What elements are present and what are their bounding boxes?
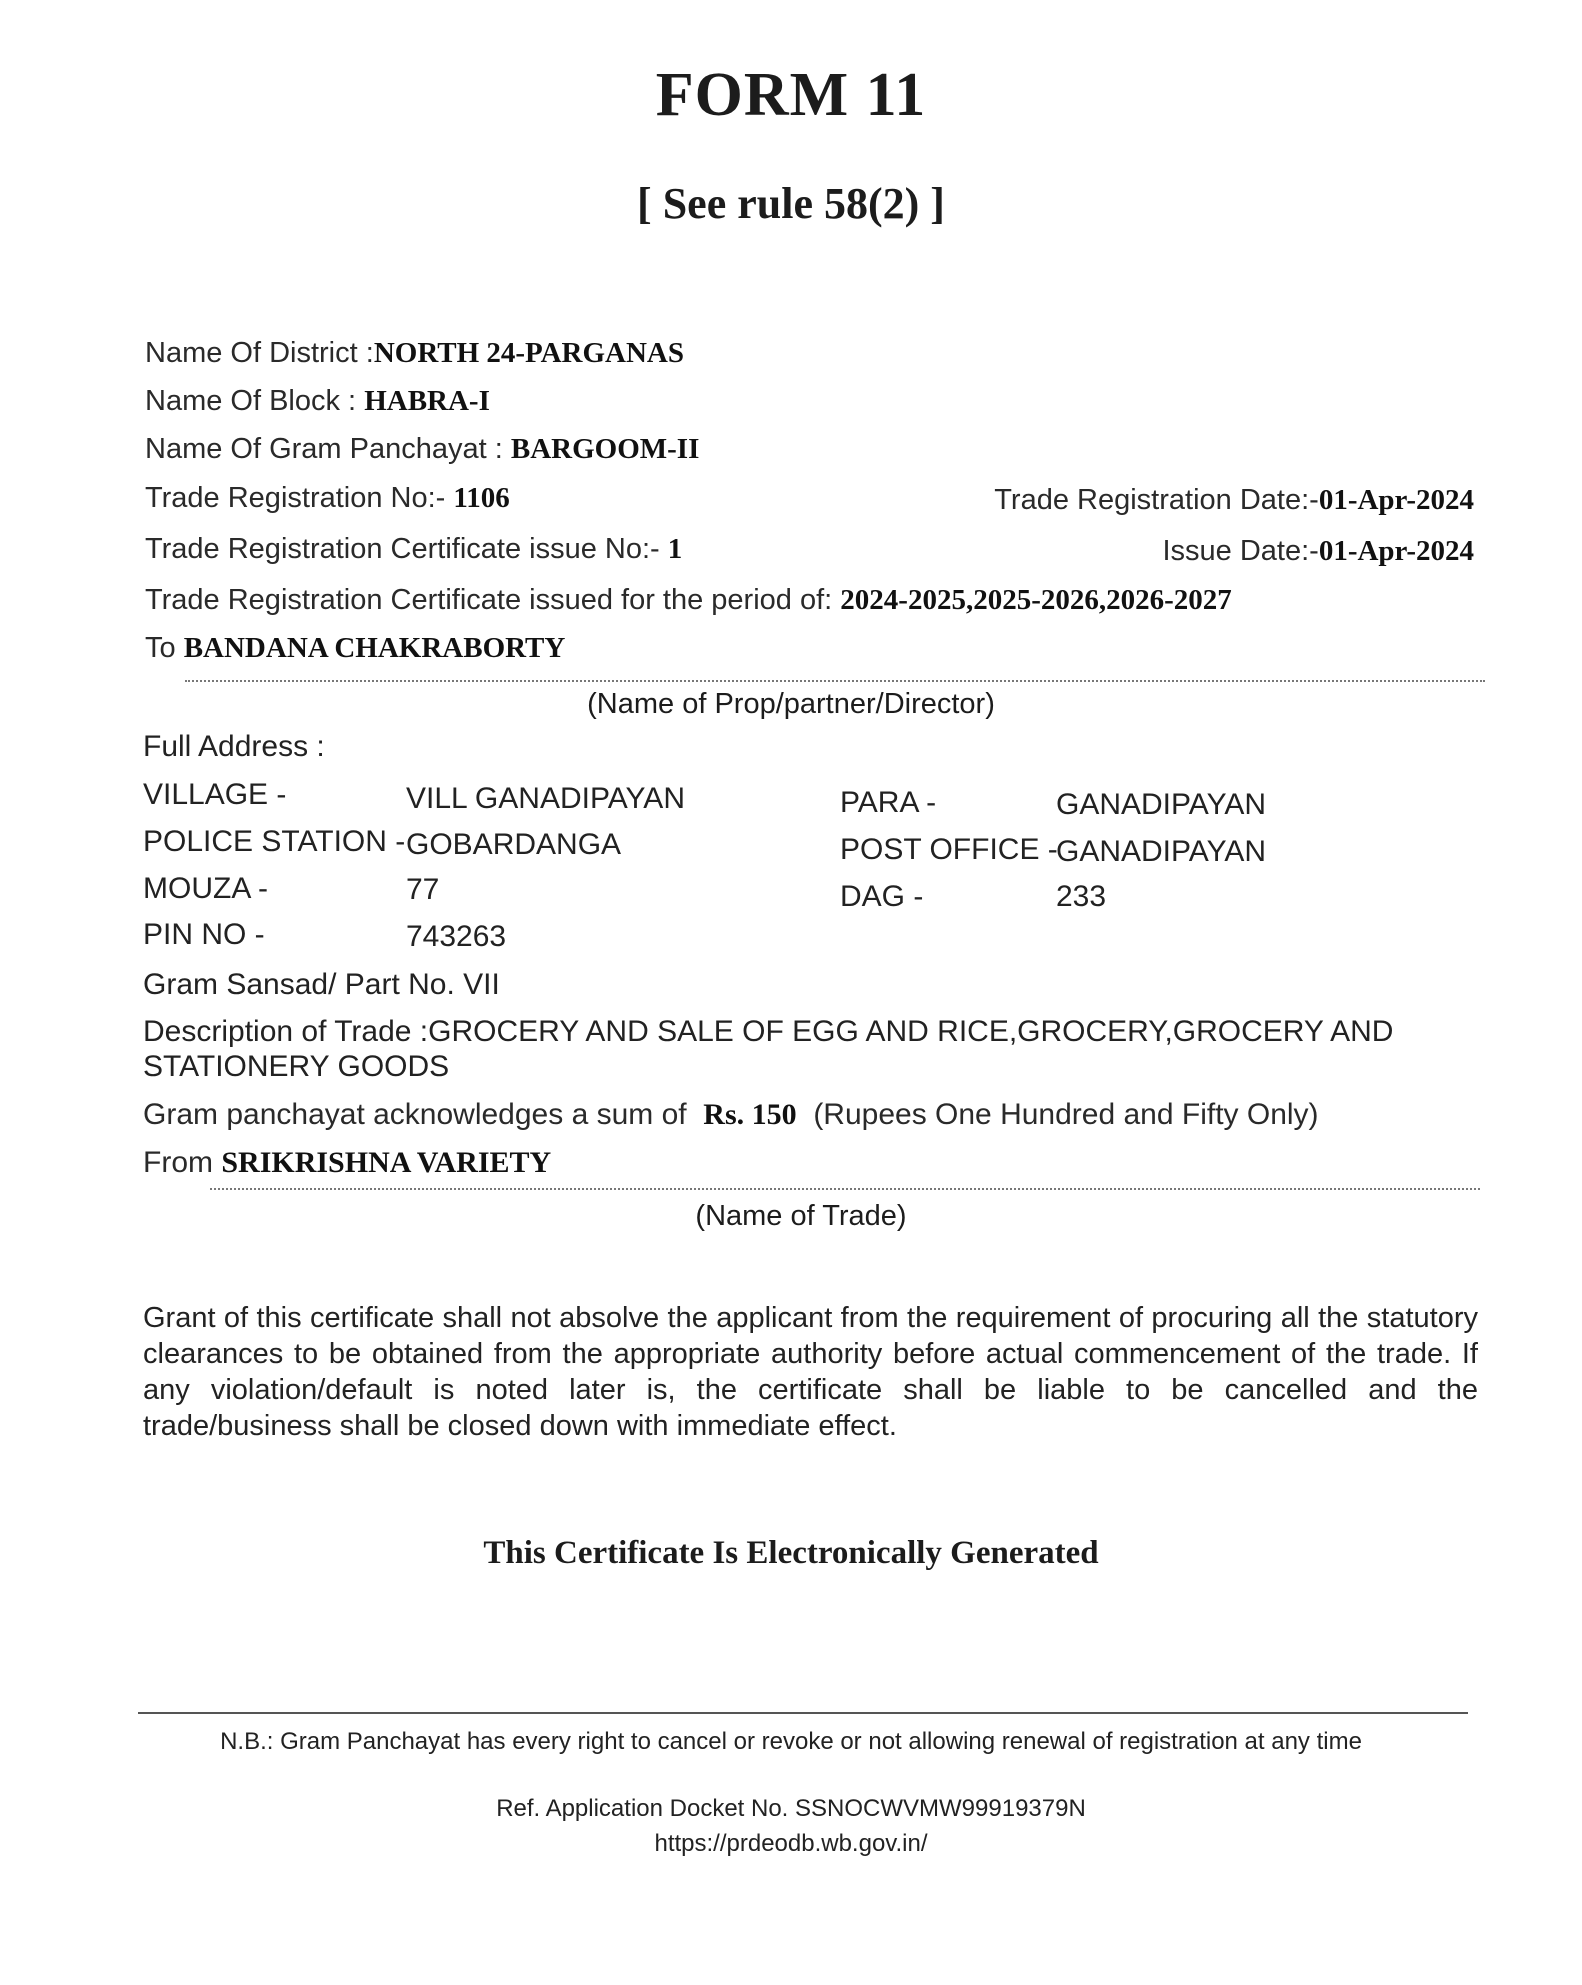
footer-nb: N.B.: Gram Panchayat has every right to cancel or revoke or not allowing renewal of registration at any time (220, 1728, 1362, 1755)
mouza-label: MOUZA - (143, 872, 268, 905)
mouza-value: 77 (406, 873, 440, 906)
electronic-note: This Certificate Is Electronically Generated (483, 1535, 1099, 1571)
district-label: Name Of District : (145, 337, 374, 369)
from-label: From (143, 1146, 213, 1179)
pin-label: PIN NO - (143, 918, 265, 951)
district-row (145, 337, 684, 370)
footer-docket: Ref. Application Docket No. SSNOCWVMW99919379N (496, 1795, 1086, 1822)
gram-panchayat-row (145, 433, 699, 466)
footer-rule (138, 1712, 1468, 1714)
issue-date-label: Issue Date:- (1162, 535, 1319, 567)
district-value: NORTH 24-PARGANAS (373, 337, 685, 369)
gram-panchayat-label: Name Of Gram Panchayat : (145, 433, 503, 465)
form-title: FORM 11 (655, 61, 927, 129)
trade-description-line1: Description of Trade :GROCERY AND SALE OF EGG AND RICE,GROCERY,GROCERY AND (143, 1015, 1394, 1048)
trade-name-caption: (Name of Trade) (695, 1200, 907, 1232)
addressee-value: BANDANA CHAKRABORTY (183, 632, 566, 664)
registration-no-label: Trade Registration No:- (145, 482, 446, 514)
block-row (145, 385, 490, 418)
acknowledgement-amount: Rs. 150 (703, 1098, 797, 1131)
police-station-value: GOBARDANGA (406, 828, 622, 861)
issue-date-value: 01-Apr-2024 (1318, 535, 1474, 567)
notice-paragraph: Grant of this certificate shall not absolve the applicant from the requirement of procuring all the statutory clearances to be obtained from the appropriate authority before actual commencement of the trade. If any violation/default is noted later is, the certificate shall be liable to be cancelled and the trade/business shall be closed down with immediate effect. (143, 1302, 1478, 1442)
certificate-issue-value: 1 (667, 533, 683, 565)
block-value: HABRA-I (364, 385, 490, 417)
dag-label: DAG - (840, 880, 924, 913)
para-value: GANADIPAYAN (1056, 788, 1267, 821)
full-address-heading: Full Address : (143, 730, 325, 763)
registration-date-row (994, 484, 1474, 517)
addressee-label: To (145, 632, 176, 664)
gram-sansad: Gram Sansad/ Part No. VII (143, 968, 500, 1001)
trade-name-value: SRIKRISHNA VARIETY (221, 1146, 552, 1179)
certificate-issue-label: Trade Registration Certificate issue No:- (145, 533, 660, 565)
post-office-label: POST OFFICE - (840, 833, 1058, 866)
period-value: 2024-2025,2025-2026,2026-2027 (840, 584, 1232, 616)
rule-reference: [ See rule 58(2) ] (637, 179, 945, 228)
trade-name-dotted-line (210, 1188, 1480, 1190)
para-label: PARA - (840, 786, 937, 819)
prop-name-dotted-line (185, 680, 1485, 682)
post-office-value: GANADIPAYAN (1056, 835, 1267, 868)
addressee-row (145, 632, 565, 665)
prop-name-caption: (Name of Prop/partner/Director) (587, 688, 995, 720)
pin-value: 743263 (406, 920, 507, 953)
acknowledgement-words: (Rupees One Hundred and Fifty Only) (813, 1098, 1319, 1131)
period-label: Trade Registration Certificate issued for the period of: (145, 584, 833, 616)
registration-date-value: 01-Apr-2024 (1318, 484, 1474, 516)
from-row (143, 1146, 551, 1180)
registration-no-row (145, 482, 510, 515)
police-station-label: POLICE STATION - (143, 825, 406, 858)
village-label: VILLAGE - (143, 778, 287, 811)
registration-no-value: 1106 (453, 482, 510, 514)
certificate-issue-row (145, 533, 682, 566)
period-row (145, 584, 1232, 617)
trade-description-line2: STATIONERY GOODS (143, 1050, 450, 1083)
footer-url: https://prdeodb.wb.gov.in/ (654, 1830, 928, 1857)
village-value: VILL GANADIPAYAN (406, 782, 685, 815)
block-label: Name Of Block : (145, 385, 357, 417)
issue-date-row (1162, 535, 1474, 568)
registration-date-label: Trade Registration Date:- (994, 484, 1319, 516)
acknowledgement-label: Gram panchayat acknowledges a sum of (143, 1098, 687, 1131)
acknowledgement-row (143, 1098, 1319, 1132)
gram-panchayat-value: BARGOOM-II (510, 433, 700, 465)
dag-value: 233 (1056, 880, 1107, 913)
